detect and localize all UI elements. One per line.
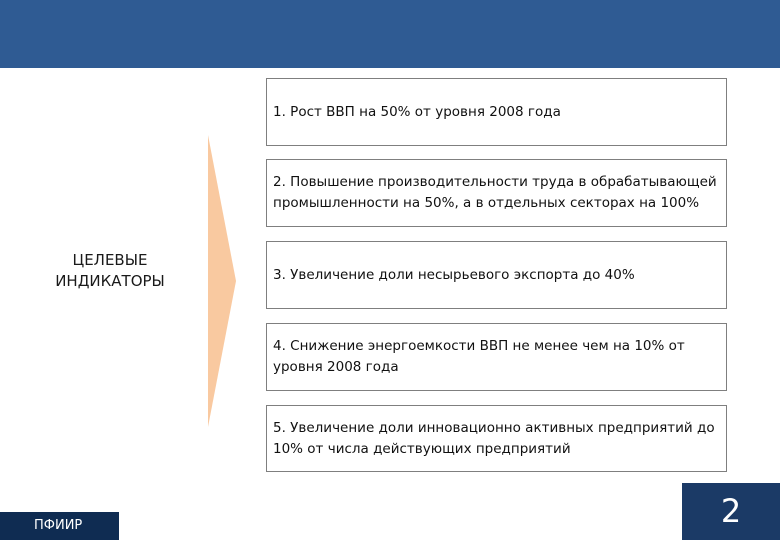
indicator-box-2 <box>266 159 727 227</box>
indicator-text-3: 3. Увеличение доли несырьевого экспорта до 40% <box>273 266 635 283</box>
indicator-text-5: 5. Увеличение доли инновационно активных предприятий до 10% от числа действующих предприятий <box>273 419 715 457</box>
header-band <box>0 0 780 68</box>
indicator-box-5 <box>266 405 727 472</box>
logo-badge: ПФИИР <box>0 512 119 540</box>
side-label: ЦЕЛЕВЫЕ ИНДИКАТОРЫ <box>55 251 165 290</box>
indicator-text-1: 1. Рост ВВП на 50% от уровня 2008 года <box>273 103 561 120</box>
indicator-box-1 <box>266 78 727 146</box>
indicator-text-4: 4. Снижение энергоемкости ВВП не менее чем на 10% от уровня 2008 года <box>273 338 685 375</box>
arrow-right-icon <box>208 135 236 427</box>
indicator-box-3 <box>266 241 727 309</box>
indicator-text-2: 2. Повышение производительности труда в обрабатывающей промышленности на 50%, а в отдельных секторах на 100% <box>273 174 717 211</box>
arrow-shape <box>208 135 236 427</box>
indicator-box-4 <box>266 323 727 391</box>
page-number: 2 <box>682 483 780 540</box>
